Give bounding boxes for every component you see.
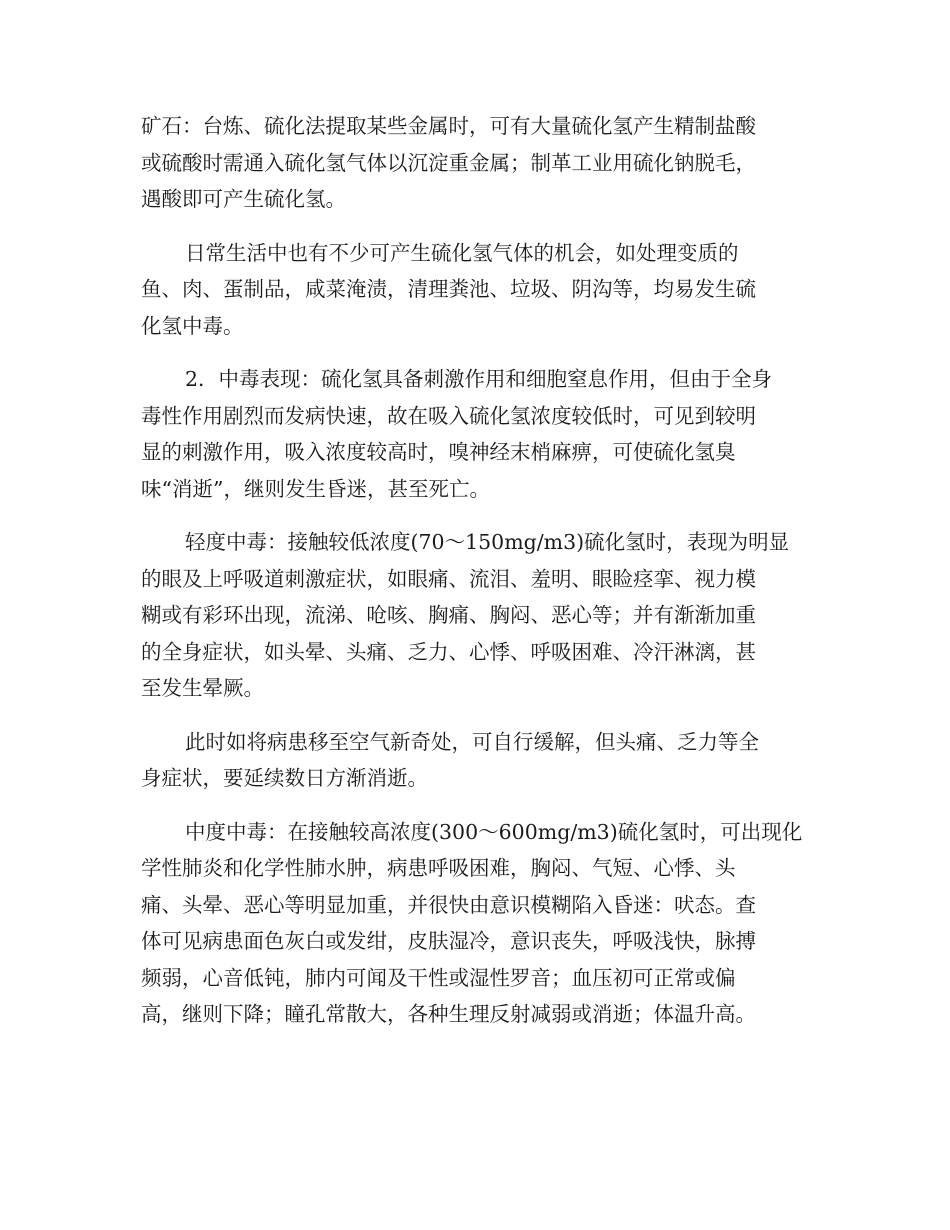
paragraph-ore-smelting (141, 108, 811, 218)
text-line: 或硫酸时需通入硫化氢气体以沉淀重金属；制革工业用硫化钠脱毛， (141, 150, 756, 175)
text-line: 毒性作用剧烈而发病快速，故在吸入硫化氢浓度较低时，可见到较明 (141, 403, 756, 428)
text-line: 的眼及上呼吸道刺激症状，如眼痛、流泪、羞明、眼睑痉挛、视力模 (141, 566, 756, 591)
text-line: 身症状，要延续数日方渐消逝。 (141, 766, 428, 790)
text-line: 化氢中毒。 (141, 313, 244, 338)
text-line: 至发生晕厥。 (141, 676, 264, 700)
text-line: 日常生活中也有不少可产生硫化氢气体的机会，如处理变质的 (185, 240, 739, 265)
text-line: 显的刺激作用，吸入浓度较高时，嗅神经末梢麻痹，可使硫化氢臭 (141, 440, 736, 464)
text-line: 此时如将病患移至空气新奇处，可自行缓解，但头痛、乏力等全 (185, 729, 759, 754)
document-body (141, 108, 811, 1050)
text-line: 味“消逝”，继则发生昏迷，甚至死亡。 (141, 476, 490, 501)
text-line: 高，继则下降；瞳孔常散大，各种生理反射减弱或消逝；体温升高。 (141, 1002, 756, 1026)
paragraph-daily-life (141, 235, 811, 345)
text-line: 糊或有彩环出现，流涕、呛咳、胸痛、胸闷、恶心等；并有渐渐加重 (141, 603, 756, 627)
paragraph-mild-recovery (141, 724, 811, 797)
text-line: 频弱，心音低钝，肺内可闻及干性或湿性罗音；血压初可正常或偏 (141, 965, 736, 990)
text-line: 学性肺炎和化学性肺水肿，病患呼吸困难，胸闷、气短、心悸、头 (141, 856, 736, 880)
text-line: 遇酸即可产生硫化氢。 (141, 187, 346, 211)
text-line: 的全身症状，如头晕、头痛、乏力、心悸、呼吸困难、冷汗淋漓，甚 (141, 639, 756, 664)
text-line: 2．中毒表现：硫化氢具备刺激作用和细胞窒息作用，但由于全身 (185, 367, 773, 391)
paragraph-moderate-poisoning (141, 814, 811, 1033)
text-line: 矿石：台炼、硫化法提取某些金属时，可有大量硫化氢产生精制盐酸 (141, 114, 756, 138)
text-line: 痛、头晕、恶心等明显加重，并很快由意识模糊陷入昏迷：吠态。查 (141, 892, 756, 917)
text-line: 轻度中毒：接触较低浓度(70～150mg/m3)硫化氢时，表现为明显 (185, 530, 790, 554)
text-line: 中度中毒：在接触较高浓度(300～600mg/m3)硫化氢时，可出现化 (185, 819, 803, 844)
text-line: 鱼、肉、蛋制品，咸菜淹渍，清理粪池、垃圾、阴沟等，均易发生硫 (141, 277, 756, 301)
paragraph-mild-poisoning (141, 524, 811, 707)
paragraph-poisoning-symptoms (141, 361, 811, 507)
text-line: 体可见病患面色灰白或发绀，皮肤湿冷，意识丧失，呼吸浅快，脉搏 (141, 929, 756, 953)
